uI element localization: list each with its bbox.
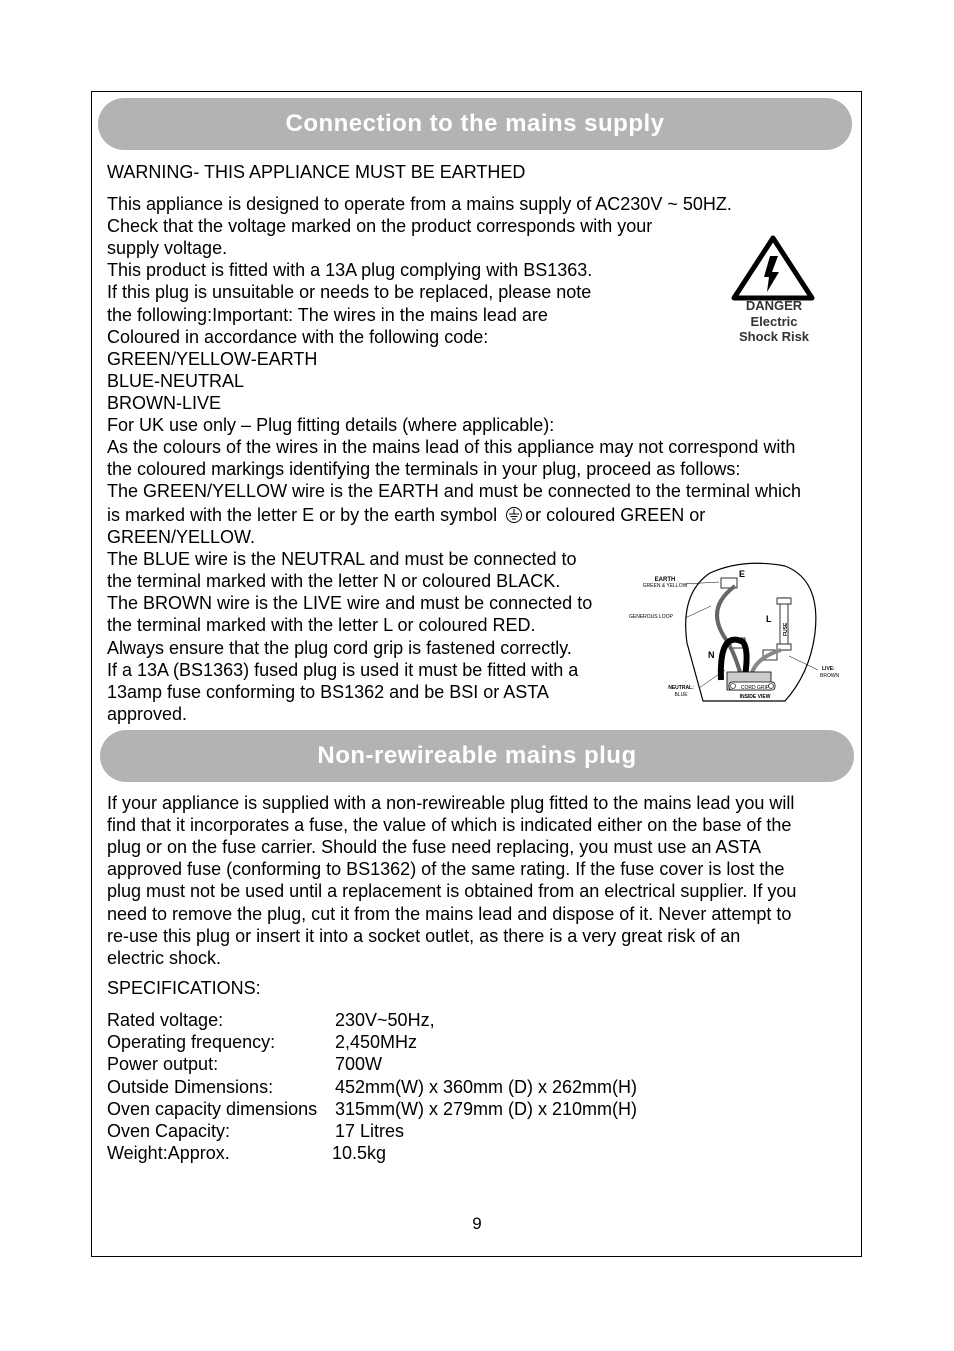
label-l: L <box>766 614 772 624</box>
spec-value: 700W <box>335 1054 383 1075</box>
plug-wiring-diagram <box>625 558 845 708</box>
non-rewireable-body-line: find that it incorporates a fuse, the value of which is indicated either on the base of the <box>107 815 792 836</box>
non-rewireable-body-line: electric shock. <box>107 947 222 968</box>
connection-body-line: If a 13A (BS1363) fused plug is used it must be fitted with a <box>107 659 579 680</box>
spec-label: Operating frequency: <box>107 1032 276 1053</box>
spec-value: 2,450MHz <box>335 1032 418 1053</box>
connection-body-line: This appliance is designed to operate from a mains supply of AC230V ~ 50HZ. <box>107 194 732 214</box>
connection-body-line: GREEN/YELLOW. <box>107 527 256 547</box>
label-neutral-colour: BLUE <box>674 692 688 698</box>
spec-label: Oven Capacity: <box>107 1120 231 1141</box>
connection-body-line: approved. <box>107 703 188 724</box>
non-rewireable-body-line: re-use this plug or insert it into a socket outlet, as there is a very great risk of an <box>107 925 741 946</box>
label-e: E <box>739 569 746 579</box>
section-banner-non-rewireable <box>100 730 854 782</box>
non-rewireable-body-line: If your appliance is supplied with a non-rewireable plug fitted to the mains lead you will <box>107 793 795 813</box>
earth-line-after: or coloured GREEN or <box>525 505 706 525</box>
connection-body-line: Always ensure that the plug cord grip is fastened correctly. <box>107 637 572 658</box>
warning-text: WARNING- THIS APPLIANCE MUST BE EARTHED <box>107 162 526 182</box>
connection-body-line: If this plug is unsuitable or needs to be replaced, please note <box>107 282 592 303</box>
spec-label: Outside Dimensions: <box>107 1076 274 1097</box>
label-neutral: NEUTRAL: <box>668 685 694 691</box>
label-earth: EARTH <box>654 577 676 583</box>
connection-body-line: the following:Important: The wires in the mains lead are <box>107 304 548 325</box>
label-inside-view: INSIDE VIEW <box>739 694 771 700</box>
label-live: LIVE: <box>822 666 835 672</box>
connection-body-line: Check that the voltage marked on the product corresponds with your <box>107 216 653 237</box>
connection-body-line: the terminal marked with the letter L or coloured RED. <box>107 615 536 636</box>
section-title: Non-rewireable mains plug <box>317 742 637 769</box>
connection-body-line: BROWN-LIVE <box>107 392 222 413</box>
label-live-colour: BROWN <box>820 673 840 679</box>
earth-symbol-icon <box>505 506 523 524</box>
connection-body-line: BLUE-NEUTRAL <box>107 370 245 391</box>
connection-body-line: The BROWN wire is the LIVE wire and must be connected to <box>107 593 593 614</box>
label-cord-grip: CORD GRIP <box>740 685 770 691</box>
label-n: N <box>708 650 715 660</box>
label-fuse: FUSE <box>783 622 789 636</box>
spec-label: Oven capacity dimensions <box>107 1098 318 1119</box>
connection-body-line: The GREEN/YELLOW wire is the EARTH and must be connected to the terminal which <box>107 481 801 502</box>
spec-value: 452mm(W) x 360mm (D) x 262mm(H) <box>335 1076 638 1097</box>
connection-body-line: the coloured markings identifying the terminals in your plug, proceed as follows: <box>107 459 741 480</box>
spec-label: Rated voltage: <box>107 1010 224 1030</box>
earth-symbol-line <box>107 504 705 526</box>
connection-body-line: The BLUE wire is the NEUTRAL and must be connected to <box>107 549 577 570</box>
connection-body-line: This product is fitted with a 13A plug complying with BS1363. <box>107 260 593 281</box>
connection-body-line: GREEN/YELLOW-EARTH <box>107 348 318 369</box>
spec-label: Power output: <box>107 1054 219 1075</box>
label-generous-loop: GENEROUS LOOP <box>629 614 673 620</box>
specs-heading: SPECIFICATIONS: <box>107 978 261 998</box>
earth-line-before: is marked with the letter E or by the earth symbol <box>107 505 498 525</box>
connection-body-line: As the colours of the wires in the mains lead of this appliance may not correspond with <box>107 437 796 458</box>
connection-body-line: 13amp fuse conforming to BS1362 and be BSI or ASTA <box>107 681 549 702</box>
label-earth-colour: GREEN & YELLOW <box>642 583 688 589</box>
section-title: Connection to the mains supply <box>285 110 665 137</box>
spec-value: 17 Litres <box>335 1120 405 1141</box>
danger-sign <box>722 232 832 362</box>
connection-body-line: Coloured in accordance with the following code: <box>107 326 489 347</box>
spec-value: 315mm(W) x 279mm (D) x 210mm(H) <box>335 1098 638 1119</box>
spec-value: 10.5kg <box>332 1143 387 1164</box>
danger-sign-line1: DANGER <box>745 298 803 313</box>
non-rewireable-body-line: plug must not be used until a replacement is obtained from an electrical supplier. If you <box>107 881 797 902</box>
connection-body-line: For UK use only – Plug fitting details (where applicable): <box>107 415 555 435</box>
danger-sign-line2: Electric <box>750 314 798 329</box>
page-number: 9 <box>472 1214 482 1233</box>
non-rewireable-body-line: need to remove the plug, cut it from the mains lead and dispose of it. Never attempt to <box>107 903 792 924</box>
connection-body-line: the terminal marked with the letter N or coloured BLACK. <box>107 571 561 592</box>
non-rewireable-body-line: plug or on the fuse carrier. Should the fuse need replacing, you must use an ASTA <box>107 837 762 858</box>
spec-value: 230V~50Hz, <box>335 1010 435 1030</box>
spec-label: Weight:Approx. <box>107 1143 230 1164</box>
non-rewireable-body-line: approved fuse (conforming to BS1362) of the same rating. If the fuse cover is lost the <box>107 859 785 880</box>
section-banner-connection <box>98 98 852 150</box>
danger-sign-line3: Shock Risk <box>738 329 810 344</box>
connection-body-line: supply voltage. <box>107 238 228 259</box>
